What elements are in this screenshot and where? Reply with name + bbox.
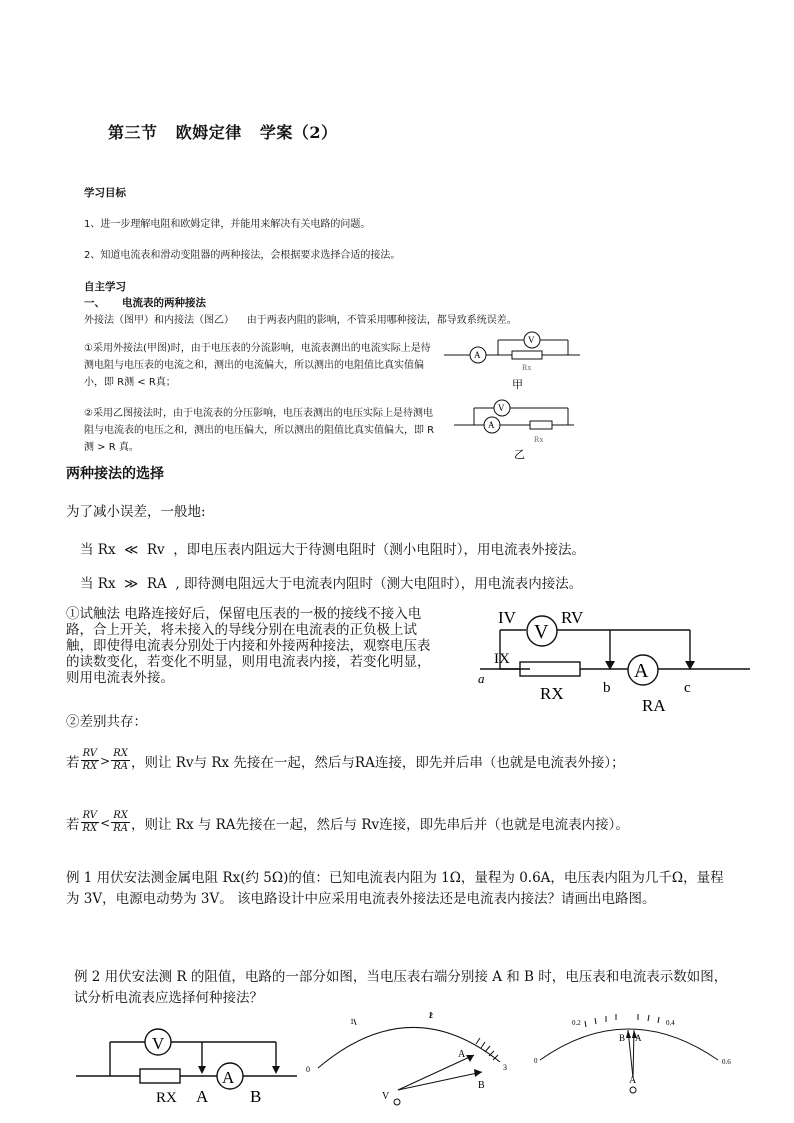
figure-label-yi: 乙 [514, 449, 525, 461]
node-b-label: b [603, 680, 611, 696]
pointer-a-label: A [635, 1033, 642, 1043]
node-a-label: a [478, 671, 485, 686]
example2-circuit-diagram [72, 1028, 302, 1108]
volt-tick-2: 2 [429, 1011, 433, 1020]
circuit-diagram-yi [450, 398, 590, 464]
node-c-label: c [684, 680, 691, 696]
pointer-b-label: B [619, 1033, 626, 1043]
trial-circuit-diagram [470, 603, 760, 718]
svg-text:V: V [498, 403, 505, 413]
svg-text:A: A [488, 420, 495, 430]
difference-heading: ②差别共存： [66, 714, 147, 730]
circuit-diagram-jia [440, 328, 590, 394]
amp-tick-02: 0.2 [572, 1019, 581, 1027]
volt-tick-0: 0 [306, 1065, 310, 1074]
fraction-rv-rx: $\frac{RV}{RX}$ [82, 748, 98, 772]
volt-tick-1: 1 [350, 1017, 354, 1026]
voltmeter-resistance-label: RV [561, 608, 584, 627]
self-study-heading: 自主学习 [84, 281, 126, 293]
resistor-current-label: IX [494, 651, 510, 667]
rx-label: RX [540, 684, 564, 703]
fraction-rx-ra: $\frac{RX}{RA}$ [113, 810, 128, 834]
connection-intro: 外接法（图甲）和内接法（图乙） 由于两表内阻的影响，不管采用哪种接法，都导致系统误差。 [84, 315, 517, 326]
pointer-a-label: A [458, 1049, 466, 1060]
rule-internal: 当 Rx ≫ RA , 即待测电阻远大于电流表内阻时（测大电阻时），用电流表内接法。 [80, 576, 583, 592]
rx-label: RX [156, 1090, 177, 1106]
amp-tick-06: 0.6 [722, 1058, 731, 1066]
voltmeter-unit: V [382, 1091, 390, 1102]
goal-item-1: 1、进一步理解电阻和欧姆定律，并能用来解决有关电路的问题。 [84, 219, 371, 230]
volt-tick-3: 3 [503, 1063, 507, 1072]
section-title: 电流表的两种接法 [122, 297, 206, 309]
goals-heading: 学习目标 [84, 187, 126, 199]
voltmeter-current-label: IV [498, 608, 516, 627]
internal-method-text: ②采用乙图接法时，由于电流表的分压影响，电压表测出的电压实际上是待测电阻与电流表的电压之和，测出的电压偏大，所以测出的阻值比真实值偏大，即 R测 > R 真。 [84, 408, 435, 453]
fraction-rx-ra: $\frac{RX}{RA}$ [113, 748, 128, 772]
terminal-b-label: B [250, 1087, 262, 1106]
ammeter-unit: A [629, 1075, 637, 1086]
rule-external: 当 Rx ≪ Rv ，即电压表内阻远大于待测电阻时（测小电阻时），用电流表外接法。 [80, 542, 585, 558]
section-number: 一、 [84, 297, 105, 309]
ammeter-dial [528, 1008, 748, 1098]
choice-intro: 为了减小误差，一般地: [66, 504, 206, 520]
amp-tick-0: 0 [534, 1057, 538, 1065]
voltmeter-symbol: V [534, 621, 549, 643]
ammeter-symbol: A [634, 660, 649, 682]
voltmeter-symbol: V [528, 335, 535, 345]
condition-internal: 若 $\frac{RV}{RX}$ < $\frac{RX}{RA}$ ，则让 Rx 与 RA先接在一起，然后与 Rv连接，即先串后并（也就是电流表内接）。 [66, 810, 629, 834]
figure-label-jia: 甲 [512, 379, 523, 391]
choice-heading: 两种接法的选择 [66, 466, 164, 482]
voltmeter-dial [300, 1010, 520, 1110]
amp-tick-04: 0.4 [666, 1019, 675, 1027]
goal-item-2: 2、知道电流表和滑动变阻器的两种接法，会根据要求选择合适的接法。 [84, 250, 401, 261]
example-2: 例 2 用伏安法测 R 的阻值，电路的一部分如图，当电压表右端分别接 A 和 B 时，电压表和电流表示数如图，试分析电流表应选择何种接法？ [74, 969, 728, 1006]
resistor-label: Rx [522, 363, 532, 372]
pointer-b-label: B [478, 1080, 485, 1091]
condition-external: 若 $\frac{RV}{RX}$ > $\frac{RX}{RA}$ ，则让 Rv与 Rx 先接在一起，然后与RA连接，即先并后串（也就是电流表外接）； [66, 748, 625, 772]
ammeter-symbol: A [474, 350, 481, 360]
terminal-a-label: A [196, 1087, 209, 1106]
page-title: 第三节 欧姆定律 学案（2） [108, 123, 338, 142]
voltmeter-symbol: V [152, 1034, 165, 1053]
example-1: 例 1 用伏安法测金属电阻 Rx(约 5Ω)的值：已知电流表内阻为 1Ω，量程为 0.6A，电压表内阻为几千Ω，量程为 3V，电源电动势为 3V。 该电路设计中应采用电流表外接法还是电流表内接法？请画出电路图。 [66, 870, 724, 907]
ra-label: RA [642, 696, 666, 715]
fraction-rv-rx: $\frac{RV}{RX}$ [82, 810, 98, 834]
trial-method-text: ①试触法 电路连接好后，保留电压表的一极的接线不接入电路，合上开关，将未接入的导线分别在电流表的正负极上试触，即使得电流表分别处于内接和外接两种接法，观察电压表的读数变化，若变化不明显，则用电流表内接，若变化明显，则用电流表外接。 [66, 606, 431, 686]
ammeter-symbol: A [222, 1068, 235, 1087]
external-method-text: ①采用外接法(甲图)时，由于电压表的分流影响，电流表测出的电流实际上是待测电阻与电压表的电流之和，测出的电流偏大，所以测出的电阻值比真实值偏小，即 R测 < R真； [84, 343, 431, 388]
svg-text:Rx: Rx [534, 435, 544, 444]
